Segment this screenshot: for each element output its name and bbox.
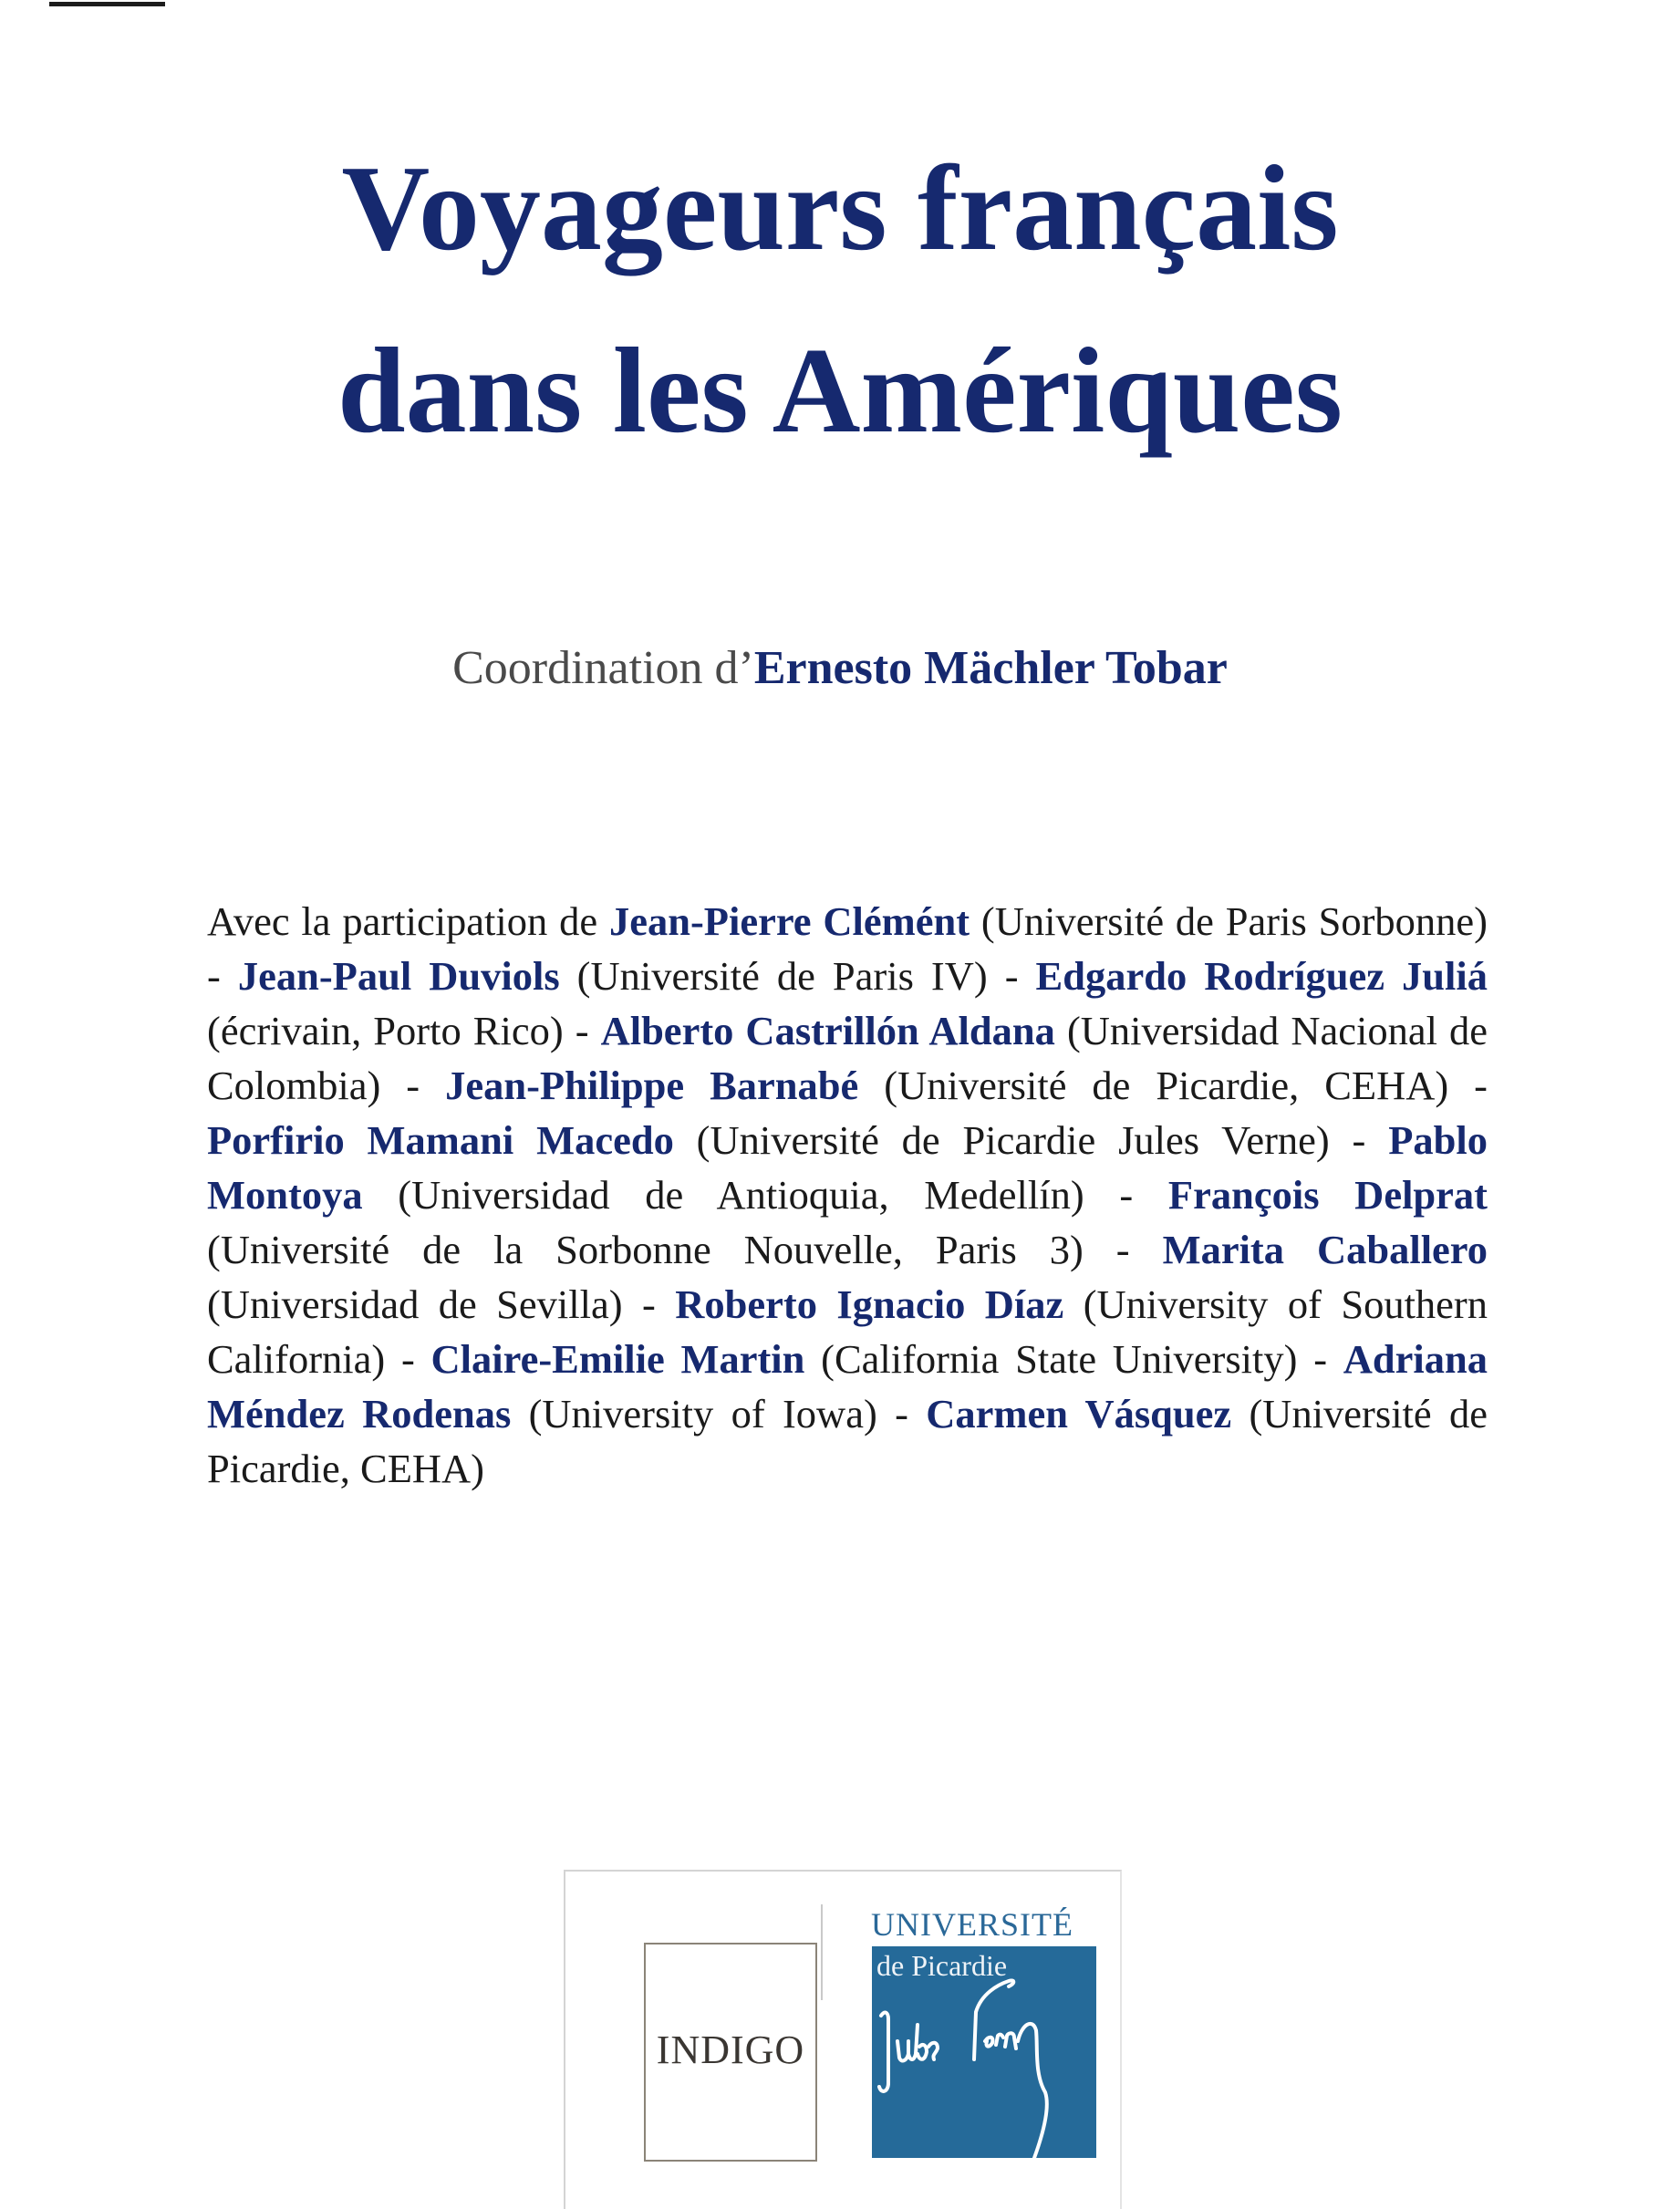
book-title [0,117,1680,482]
participant-affiliation: (Université de Paris Sorbonne) - [207,898,1488,999]
participant-name: Jean-Philippe Barnabé [445,1063,859,1108]
participant-name: Marita Caballero [1162,1227,1488,1272]
participant-name: Edgardo Rodríguez Juliá [1035,953,1488,999]
participant-name: Carmen Vásquez [926,1391,1232,1436]
participant-affiliation: (Université de Picardie, CEHA) - [858,1063,1488,1108]
participants-paragraph [207,894,1488,1496]
participant-affiliation: (écrivain, Porto Rico) - [207,1008,601,1053]
coordination-line [0,637,1680,700]
participant-affiliation: (Université de Picardie, CEHA) [207,1391,1488,1491]
participant-affiliation: (California State University) - [804,1336,1343,1382]
book-title-line-1: Voyageurs français [341,140,1339,275]
top-rule [49,2,165,6]
participant-name: Porfirio Mamani Macedo [207,1117,674,1163]
participant-name: Adriana Méndez Rodenas [207,1336,1488,1436]
jules-verne-signature-icon [872,1946,1096,2158]
book-title-line-2: dans les Amériques [337,323,1343,458]
participant-affiliation: (University of Southern California) - [207,1281,1488,1382]
participant-name: Jean-Paul Duviols [237,953,560,999]
participant-affiliation: (University of Iowa) - [511,1391,927,1436]
participant-name: Jean-Pierre Clémént [608,898,970,944]
participant-affiliation: (Université de Paris IV) - [559,953,1036,999]
participant-name: Claire-Emilie Martin [430,1336,805,1382]
participant-name: François Delprat [1167,1172,1488,1218]
logo-divider [821,1904,823,2000]
participant-name: Roberto Ignacio Díaz [675,1281,1064,1327]
university-logo-subtitle: de Picardie [876,1949,1008,1982]
coordination-lead: Coordination d’ [452,642,754,694]
coordinator-name: Ernesto Mächler Tobar [753,642,1228,694]
participant-affiliation: (Universidad de Antioquia, Medellín) - [362,1172,1168,1218]
participant-affiliation: (Universidad de Sevilla) - [207,1281,676,1327]
participant-name: Pablo Montoya [207,1117,1488,1218]
university-logo-title: UNIVERSITÉ [871,1906,1073,1943]
participant-name: Alberto Castrillón Aldana [600,1008,1055,1053]
participant-affiliation: (Université de Picardie Jules Verne) - [673,1117,1389,1163]
participant-affiliation: (Université de la Sorbonne Nouvelle, Paris 3) - [207,1227,1163,1272]
participants-intro: Avec la participation de [207,898,609,944]
indigo-logo-text: INDIGO [656,2028,805,2072]
university-logo [872,1946,1096,2158]
participant-affiliation: (Universidad Nacional de Colombia) - [207,1008,1488,1108]
indigo-logo [644,1943,817,2162]
